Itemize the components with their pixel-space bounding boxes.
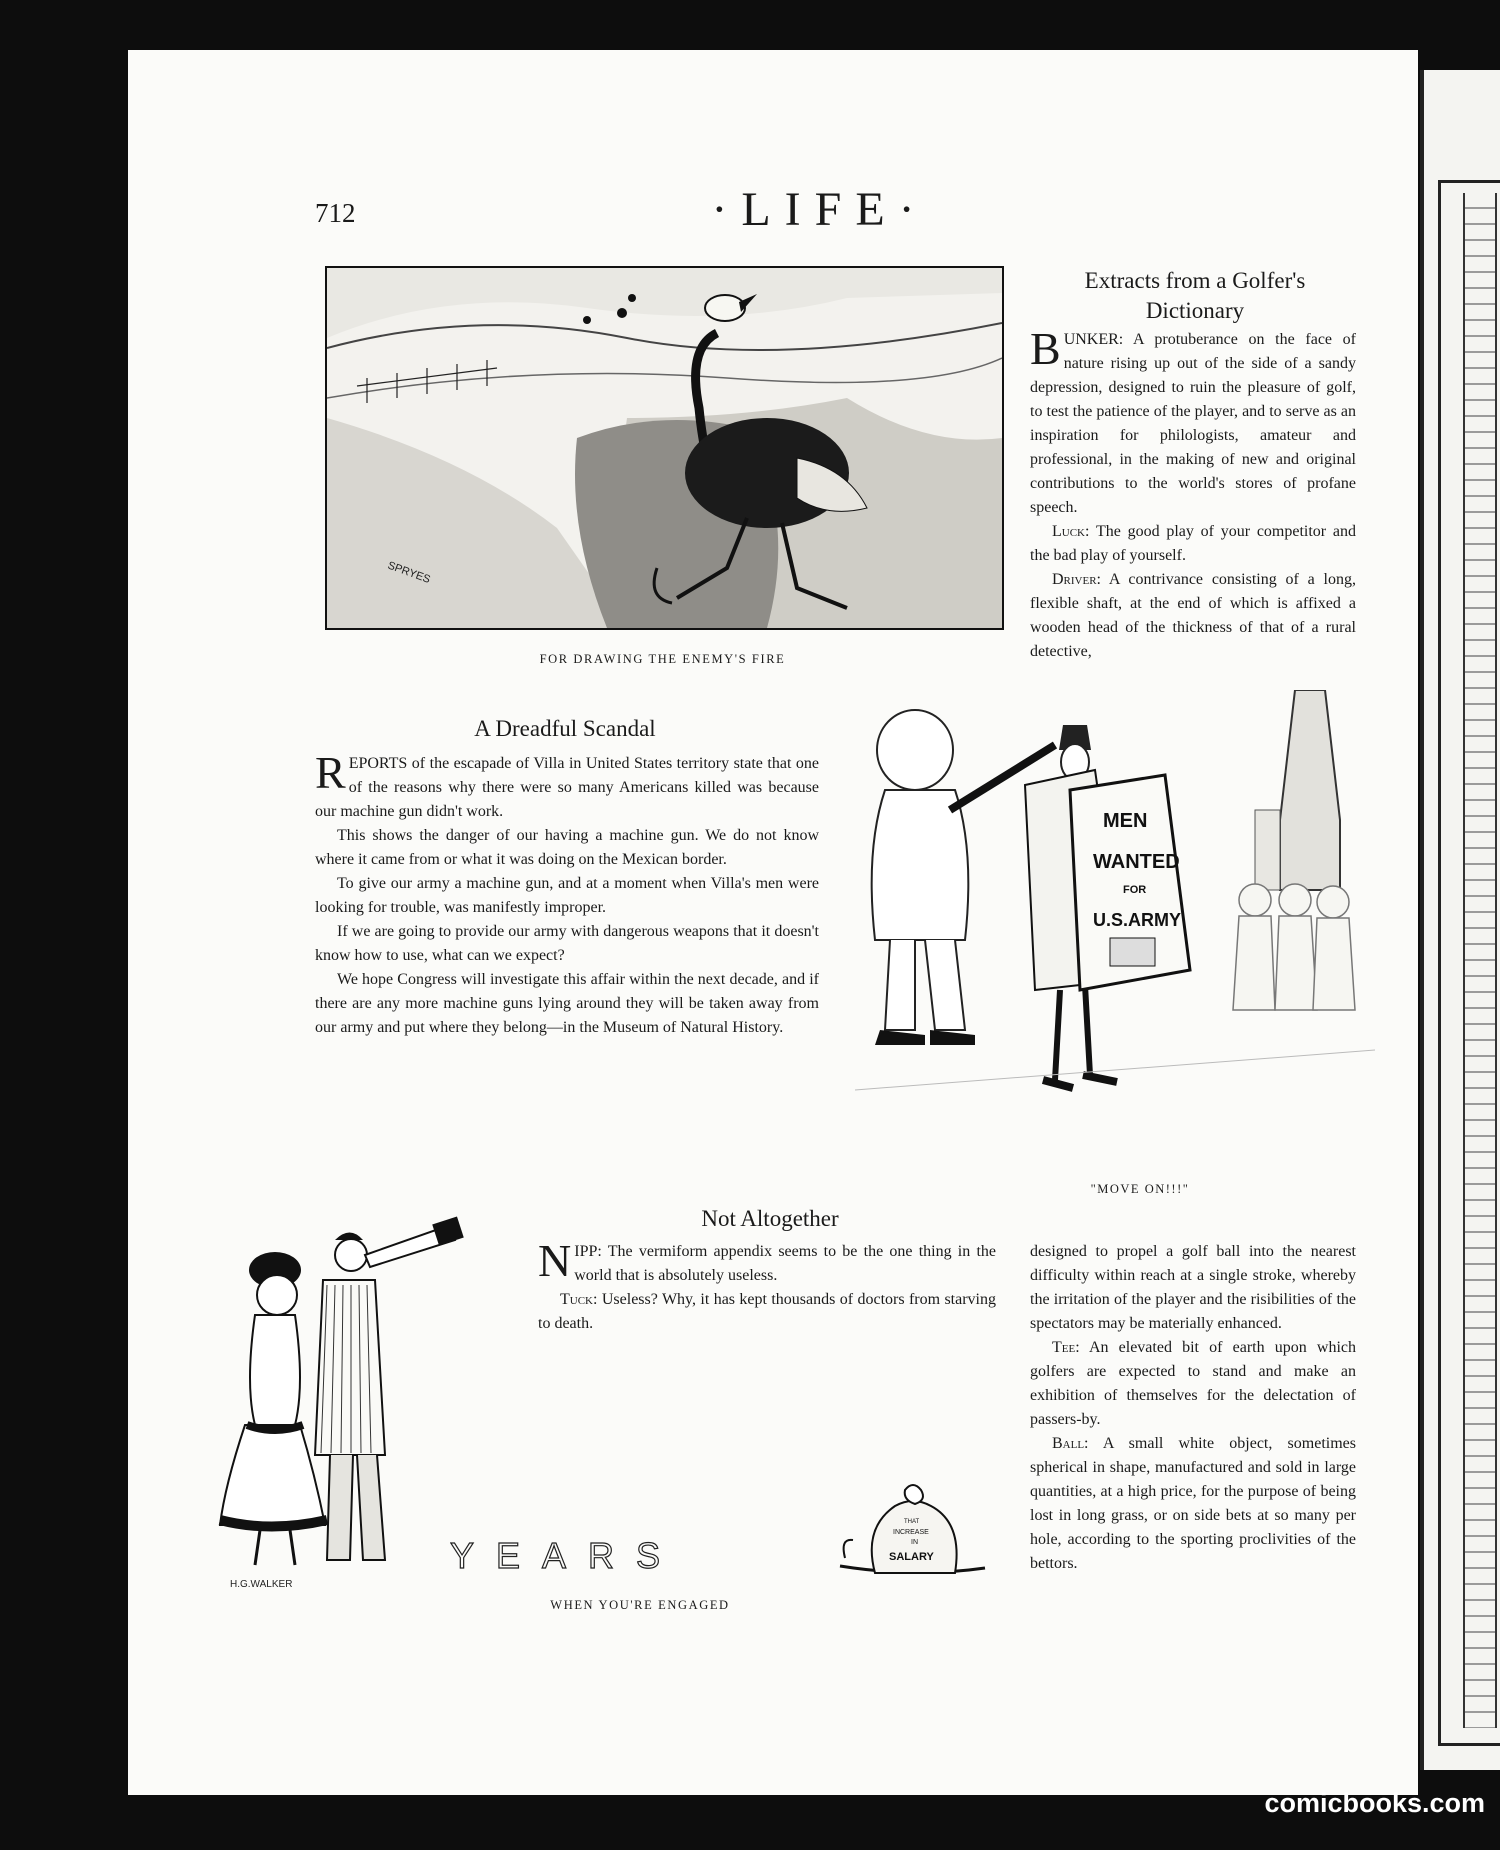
bag-line-3: IN: [911, 1539, 918, 1546]
sign-line-wanted: WANTED: [1093, 851, 1180, 873]
bunker-definition: A protuberance on the face of nature rising up out of the side of a sandy depression, designed to ruin the pleasure of golf, to test the patience of the player, and to serve as an inspiration for philologists, amateur and professional, in the making of new and original contributions to the world's stores of profane speech.: [1030, 331, 1356, 516]
tuck-line: Useless? Why, it has kept thousands of doctors from starving to death.: [538, 1291, 997, 1332]
tuck-speaker: Tuck:: [560, 1291, 598, 1308]
engaged-caption: WHEN YOU'RE ENGAGED: [550, 1598, 730, 1612]
scandal-p3: To give our army a machine gun, and at a moment when Villa's men were looking for trouble, was manifestly improper.: [315, 875, 819, 916]
scandal-title: A Dreadful Scandal: [474, 716, 656, 741]
golf-dropcap: B: [1030, 323, 1061, 374]
page-number: 712: [315, 198, 356, 228]
driver-term: Driver:: [1052, 571, 1101, 588]
ornamental-border: [1438, 180, 1500, 1746]
luck-term: Luck:: [1052, 523, 1090, 540]
driver-definition: A contrivance consisting of a long, flexible shaft, at the end of which is affixed a wooden head of the thickness of that of a rural detective,: [1030, 571, 1356, 660]
uncle-sam-caption: "MOVE ON!!!": [1090, 1182, 1190, 1196]
years-lettering: [450, 1530, 760, 1580]
watermark: comicbooks.com: [1264, 1788, 1485, 1818]
nipp-speaker: IPP:: [574, 1243, 602, 1260]
bag-line-2: INCREASE: [893, 1529, 929, 1536]
nipp-dropcap: N: [538, 1235, 572, 1286]
nipp-title: Not Altogether: [701, 1206, 839, 1231]
uncle-sam-cartoon: [855, 690, 1375, 1160]
scandal-p5: We hope Congress will investigate this affair within the next decade, and if there are any more machine guns lying around they will be taken away from our army and put where they belong—in the Museum of Natural History.: [315, 971, 819, 1036]
tee-term: Tee:: [1052, 1339, 1080, 1356]
scandal-p4: If we are going to provide our army with dangerous weapons that it doesn't know how to use, what can we expect?: [315, 923, 819, 964]
driver-definition-continued: designed to propel a golf ball into the nearest difficulty within reach at a single stroke, whereby the irritation of the player and the risibilities of the spectators may be materially enhanced.: [1030, 1243, 1356, 1332]
golf-dictionary-col1: [1030, 323, 1356, 664]
scandal-article: [315, 747, 819, 1040]
nipp-dialogue: [538, 1235, 997, 1336]
golf-dictionary-col2: [1030, 1240, 1356, 1576]
tee-definition: An elevated bit of earth upon which golfers are expected to stand and make an exhibition of themselves for the delectation of passers-by.: [1030, 1339, 1356, 1428]
scandal-p1: of the escapade of Villa in United States territory state that one of the reasons why there were so many Americans killed was because our machine gun didn't work.: [315, 755, 819, 820]
scandal-dropcap: R: [315, 747, 346, 798]
masthead-title: ·LIFE·: [711, 183, 929, 236]
walker-signature: H.G.WALKER: [230, 1579, 293, 1590]
ostrich-cartoon-caption: FOR DRAWING THE ENEMY'S FIRE: [539, 652, 786, 666]
scandal-p1-caps: EPORTS: [348, 755, 408, 772]
bag-line-1: THAT: [904, 1519, 920, 1525]
ball-definition: A small white object, sometimes spherical in shape, manufactured and sold in large quantities, at a high price, for the purpose of being lost in long grass, or on side bets at so many per hole, according to the sporting proclivities of the bettors.: [1030, 1435, 1356, 1572]
nipp-line: The vermiform appendix seems to be the one thing in the world that is absolutely useless.: [574, 1243, 997, 1284]
adjacent-page-edge: [1420, 70, 1500, 1770]
golf-dictionary-title: Extracts from a Golfer's Dictionary: [1084, 268, 1306, 323]
sign-line-men: MEN: [1103, 810, 1148, 832]
scandal-p2: This shows the danger of our having a machine gun. We do not know where it came from or what it was doing on the Mexican border.: [315, 827, 819, 868]
luck-definition: The good play of your competitor and the bad play of yourself.: [1030, 523, 1356, 564]
sign-line-for: FOR: [1123, 884, 1147, 896]
bag-line-4: SALARY: [889, 1551, 934, 1563]
sign-line-usarmy: U.S.ARMY: [1093, 910, 1182, 930]
bunker-term: UNKER:: [1063, 331, 1124, 348]
salary-snail: [835, 1478, 990, 1583]
ball-term: Ball:: [1052, 1435, 1089, 1452]
years-word: YEARS: [450, 1535, 683, 1576]
ostrich-cartoon-signature: SPRYES: [385, 559, 432, 587]
ostrich-cartoon: [325, 266, 1004, 630]
